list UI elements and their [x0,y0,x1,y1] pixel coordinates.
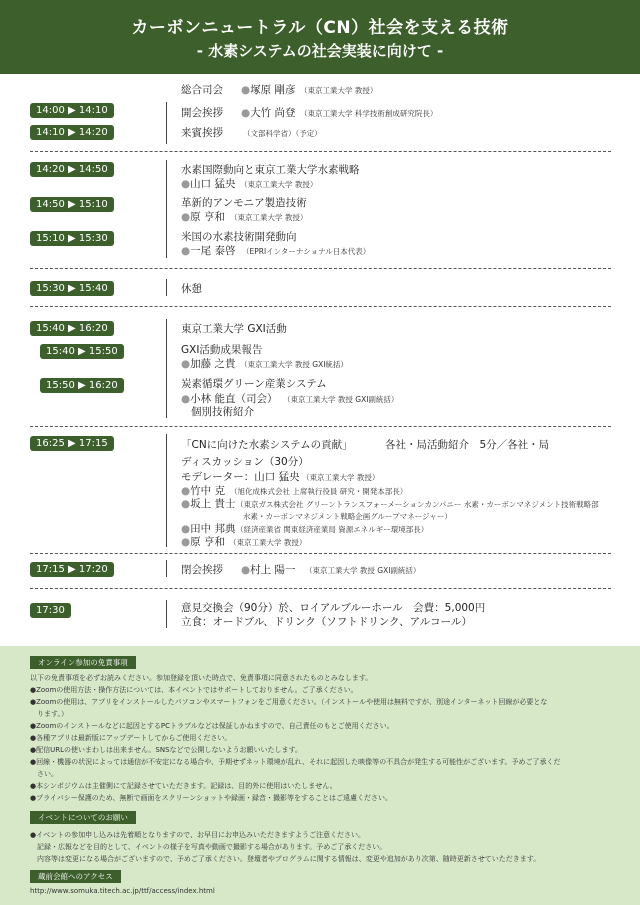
speaker-name: ●一尾 泰啓 [181,245,236,257]
event-heading: イベントについてのお願い [30,811,136,824]
reception-detail: 立食：オードブル、ドリンク（ソフトドリンク、アルコール） [181,616,472,628]
talk-title: 炭素循環グリーン産業システム [181,378,327,390]
break-label: 休憩 [181,283,202,295]
disclaimer-line: 以下の免責事項を必ずお読みください。参加登録を頂いた時点で、免責事項に同意されたものとみなします。 [30,674,373,682]
panelist-name: ●坂上 貴士 [181,498,236,510]
divider-line [166,160,167,258]
host-name: ●塚原 剛彦 [241,84,296,96]
panelist-affiliation-cont: 水素・カーボンマネジメント戦略企画グループマネージャー） [243,512,452,521]
panelist-affiliation: （経済産業省 関東経済産業局 資源エネルギー環境部長） [236,525,429,534]
talk-title: 水素国際動向と東京工業大学水素戦略 [181,164,360,176]
divider-line [166,102,167,144]
disclaimer-line: ●配信URLの使いまわしは出来ません。SNSなどで公開しないようお願いいたします。 [30,746,302,754]
speaker-affiliation: （東京工業大学 教授 GXI統括） [240,360,348,369]
access-heading: 蔵前会館へのアクセス [30,870,121,883]
access-url[interactable]: http://www.somuka.titech.ac.jp/ttf/access/index.html [30,887,215,895]
time-badge: 14:50 ▶ 15:10 [30,197,114,212]
time-badge: 14:20 ▶ 14:50 [30,162,114,177]
dashed-separator [30,306,611,307]
disclaimer-line: ●Zoomの使用は、アプリをインストールしたパソコンやスマートフォンをご用意ください。（インストールや使用は無料ですが、別途インターネット回線が必要とな [30,698,548,706]
time-badge: 15:10 ▶ 15:30 [30,231,114,246]
divider-line [166,434,167,547]
time-badge: 16:25 ▶ 17:15 [30,436,114,451]
panelist-affiliation: （東京ガス株式会社 グリーントランスフォーメーションカンパニー 水素・カーボンマネジメント技術戦略部 [236,500,599,509]
closing-affiliation: （東京工業大学 教授 GXI副統括） [305,566,421,575]
reception-line: 意見交換会（90分）於、ロイアルブルーホール 会費：5,000円 [181,602,486,614]
panelist-name: ●竹中 克 [181,485,226,497]
discussion-label: ディスカッション（30分） [181,456,309,468]
opening-affiliation: （東京工業大学 科学技術創成研究院長） [300,109,438,118]
moderator: モデレーター：山口 猛央 [181,471,300,483]
disclaimer-line: ●回線・機器の状況によっては通信が不安定になる場合や、予期せずネット環境が乱れ、それに起因した映像等の不具合が発生する可能性がございます。予めご了承くだ [30,758,561,766]
note-text: 個別技術紹介 [191,406,254,418]
closing-label: 閉会挨拶 [181,564,223,576]
host-label: 総合司会 [181,84,223,96]
session-title: 「CNに向けた水素システムの貢献」 [181,439,353,451]
speaker-name: ●山口 猛央 [181,178,236,190]
divider-line [166,600,167,628]
speaker-name: ●小林 能直（司会） [181,393,278,405]
talk-title: 米国の水素技術開発動向 [181,231,297,243]
header-banner [0,0,640,74]
panelist-affiliation: （東京工業大学 教授） [229,538,307,547]
event-line: 内容等は変更になる場合がございますので、予めご了承ください。登壇者やプログラムに関する情報は、変更や追加があり次第、随時更新させていただきます。 [30,855,541,863]
disclaimer-line: さい。 [30,770,58,778]
time-badge: 17:15 ▶ 17:20 [30,562,114,577]
time-badge: 14:00 ▶ 14:10 [30,103,114,118]
panelist-name: ●原 亨和 [181,536,226,548]
page-title: カーボンニュートラル（CN）社会を支える技術 [131,18,509,38]
divider-line [166,560,167,577]
talk-title: GXI活動成果報告 [181,344,263,356]
time-badge: 15:50 ▶ 16:20 [40,378,124,393]
dashed-separator [30,553,611,554]
guest-label: 来賓挨拶 [181,127,223,139]
opening-label: 開会挨拶 [181,107,223,119]
disclaimer-line: ●本シンポジウムは主催側にて記録させていただきます。記録は、目的外に使用はいたしません。 [30,782,337,790]
page-subtitle: - 水素システムの社会実装に向けて - [196,42,444,60]
guest-affiliation: （文部科学省）（予定） [243,129,322,138]
disclaimer-line: ります。） [30,710,68,718]
speaker-name: ●加藤 之貴 [181,358,236,370]
panelist-name: ●田中 邦典 [181,523,236,535]
panelist-affiliation: （旭化成株式会社 上席執行役員 研究・開発本部長） [230,487,408,496]
talk-title: 革新的アンモニア製造技術 [181,197,307,209]
event-line: 記録・広報などを目的として、イベントの様子を写真や動画で撮影する場合があります。予めご了承ください。 [30,843,387,851]
host-affiliation: （東京工業大学 教授） [300,86,378,95]
speaker-affiliation: （東京工業大学 教授 GXI副統括） [283,395,399,404]
dashed-separator [30,588,611,589]
disclaimer-line: ●各種アプリは最新版にアップデートしてからご使用ください。 [30,734,232,742]
closing-name: ●村上 陽一 [241,564,296,576]
event-line: ●イベントの参加申し込みは先着順となりますので、お早目にお申込みいただきますようご注意ください。 [30,831,365,839]
speaker-affiliation: （東京工業大学 教授） [240,180,318,189]
dashed-separator [30,151,611,152]
session-intro: 各社・局活動紹介 5分／各社・局 [385,439,550,451]
divider-line [166,319,167,418]
moderator-affiliation: （東京工業大学 教授） [302,473,380,482]
speaker-affiliation: （EPRIインターナショナル日本代表） [242,247,371,256]
speaker-name: ●原 亨和 [181,211,226,223]
time-badge: 15:40 ▶ 16:20 [30,321,114,336]
divider-line [166,279,167,296]
disclaimer-line: ●プライバシー保護のため、無断で画面をスクリーンショットや録画・録音・撮影等をすることはご遠慮ください。 [30,794,393,802]
time-badge: 17:30 [30,603,71,618]
time-badge: 15:40 ▶ 15:50 [40,344,124,359]
disclaimer-line: ●Zoomの使用方法・操作方法については、本イベントではサポートしておりません。ご了承ください。 [30,686,358,694]
speaker-affiliation: （東京工業大学 教授） [230,213,308,222]
section-title: 東京工業大学 GXI活動 [181,323,287,335]
opening-name: ●大竹 尚登 [241,107,296,119]
time-badge: 15:30 ▶ 15:40 [30,281,114,296]
dashed-separator [30,426,611,427]
dashed-separator [30,268,611,269]
time-badge: 14:10 ▶ 14:20 [30,125,114,140]
disclaimer-line: ●Zoomのインストールなどに起因とするPCトラブルなどは保証しかねますので、自己責任のもとご使用ください。 [30,722,394,730]
disclaimer-heading: オンライン参加の免責事項 [30,656,136,669]
